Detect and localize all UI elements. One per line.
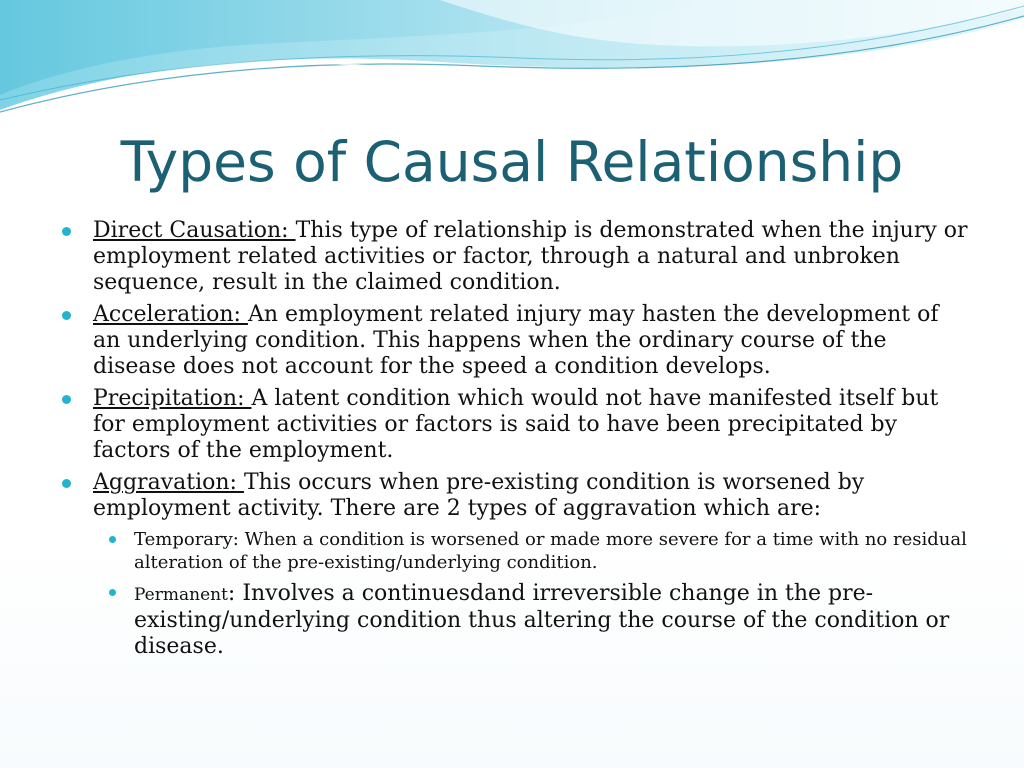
slide-title: Types of Causal Relationship <box>120 130 904 194</box>
sub-bullet-text: When a condition is worsened or made more severe for a time with no residual alteration of the pre-existing/underlying condition. <box>134 529 967 573</box>
sub-bullet-label: Temporary: <box>134 529 239 550</box>
list-item <box>62 386 970 464</box>
bullet-dot-icon <box>62 395 71 404</box>
bullet-dot-icon <box>62 311 71 320</box>
list-item <box>62 470 970 660</box>
sub-bullet-label: Permanent <box>134 585 228 605</box>
bullet-term: Aggravation: <box>93 470 244 495</box>
sub-bullet-list <box>93 528 970 660</box>
sub-list-item <box>93 528 970 574</box>
bullet-term: Acceleration: <box>93 302 248 327</box>
sub-list-item <box>93 581 970 660</box>
bullet-text: A latent condition which would not have manifested itself but for employment activities or factors is said to have been precipitated by factors of the employment. <box>93 386 939 463</box>
bullet-dot-icon <box>62 227 71 236</box>
list-item <box>62 302 970 380</box>
bullet-text: An employment related injury may hasten the development of an underlying condition. This happens when the ordinary course of the disease does not account for the speed a condition develops. <box>93 302 939 379</box>
sub-bullet-dot-icon <box>109 536 116 543</box>
bullet-list <box>62 218 970 660</box>
slide-content <box>62 218 970 667</box>
sub-bullet-dot-icon <box>109 589 116 596</box>
sub-bullet-text: : Involves a continuesdand irreversible change in the pre-existing/underlying condition thus altering the course of the condition or disease. <box>134 581 950 659</box>
header-wave-decoration <box>0 0 1024 130</box>
bullet-dot-icon <box>62 479 71 488</box>
list-item <box>62 218 970 296</box>
bullet-term: Direct Causation: <box>93 218 296 243</box>
bullet-text: This occurs when pre-existing condition is worsened by employment activity. There are 2 types of aggravation which are: <box>93 470 865 521</box>
bullet-term: Precipitation: <box>93 386 252 411</box>
bullet-text: This type of relationship is demonstrated when the injury or employment related activities or factor, through a natural and unbroken sequence, result in the claimed condition. <box>93 218 968 295</box>
